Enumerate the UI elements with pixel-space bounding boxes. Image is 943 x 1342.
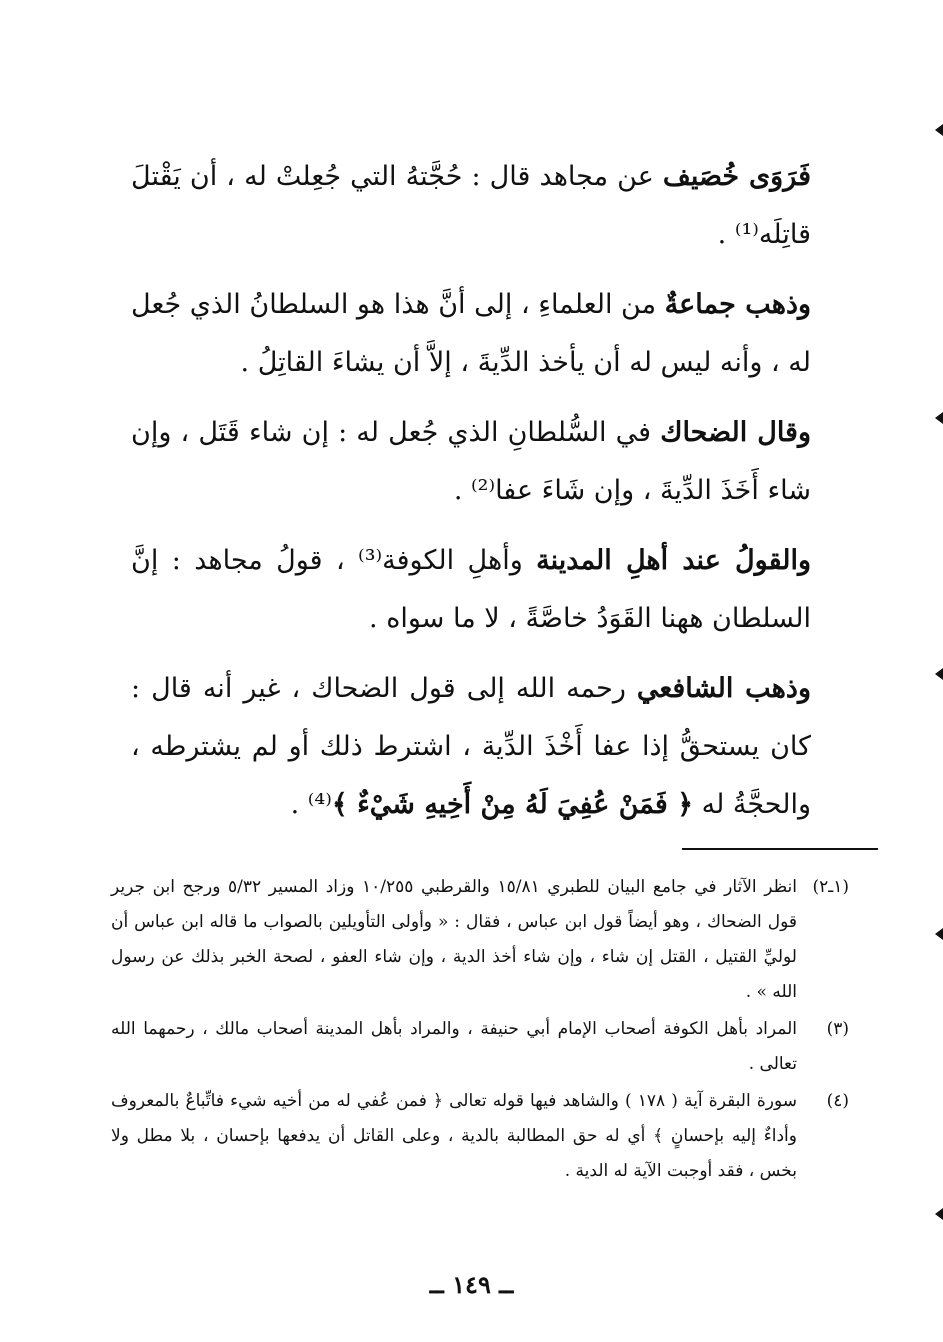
footnote-separator (682, 848, 878, 850)
paragraph-tail: ⁽⁴⁾ . (290, 789, 332, 820)
quran-verse: ﴿ فَمَنْ عُفِيَ لَهُ مِنْ أَخِيهِ شَيْءٌ ﴾ (331, 789, 694, 820)
paragraph-text: عن مجاهد قال : حُجَّتهُ التي جُعِلتْ له ، أن يَقْتلَ قاتِلَه⁽¹⁾ . (131, 161, 811, 250)
footnote-number: (١ـ٢) (812, 877, 849, 897)
footnote-1-2 (111, 870, 849, 1010)
margin-mark-5 (935, 1208, 943, 1220)
paragraph-lead: وقال الضحاك (660, 417, 811, 448)
footnote-4 (111, 1084, 849, 1189)
paragraph-3 (131, 404, 811, 520)
paragraph-lead: وذهب الشافعي (636, 673, 811, 704)
footnotes (111, 870, 849, 1189)
paragraph-lead: والقولُ عند أهلِ المدينة (536, 545, 812, 576)
paragraph-text: في السُّلطانِ الذي جُعل له : إن شاء قَتَل ، وإن شاء أَخَذَ الدِّيةَ ، وإن شَاءَ عفا⁽²⁾ . (131, 417, 811, 506)
paragraph-4 (131, 532, 811, 648)
footnote-number: (٣) (826, 1019, 849, 1039)
footnote-text: المراد بأهل الكوفة أصحاب الإمام أبي حنيفة ، والمراد بأهل المدينة أصحاب مالك ، رحمهما الله تعالى . (111, 1019, 797, 1074)
margin-mark-4 (935, 928, 943, 940)
paragraph-text: رحمه الله إلى قول الضحاك ، غير أنه قال : كان يستحقُّ إذا عفا أَخْذَ الدِّية ، اشترط ذلك أو لم يشترطه ، والحجَّةُ له (131, 673, 811, 820)
footnote-3 (111, 1012, 849, 1082)
footnote-text: سورة البقرة آية ( ١٧٨ ) والشاهد فيها قوله تعالى ﴿ فمن عُفي له من أخيه شيء فاتِّباعٌ بالمعروف وأداءٌ إليه بإحسانٍ ﴾ أي له حق المطالبة بالدية ، وعلى القاتل أن يدفعها بإحسان ، بلا مطل ولا بخس ، فقد أوجبت الآية له الدية . (111, 1091, 797, 1181)
main-text (131, 148, 811, 834)
margin-mark-3 (935, 668, 943, 680)
margin-mark-2 (935, 412, 943, 424)
paragraph-1 (131, 148, 811, 264)
paragraph-text: من العلماءِ ، إلى أنَّ هذا هو السلطانُ الذي جُعل له ، وأنه ليس له أن يأخذ الدِّيةَ ، إلاَّ أن يشاءَ القاتِلُ . (131, 289, 811, 378)
margin-mark-1 (935, 124, 943, 136)
paragraph-text: وأهلِ الكوفة⁽³⁾ ، قولُ مجاهد : إنَّ السلطان ههنا القَوَدُ خاصَّةً ، لا ما سواه . (131, 545, 811, 634)
paragraph-lead: فَرَوَى خُصَيف (662, 161, 812, 192)
paragraph-lead: وذهب جماعةٌ (664, 289, 812, 320)
page-number: ــ ١٤٩ ــ (429, 1270, 514, 1299)
paragraph-2 (131, 276, 811, 392)
footnote-text: انظر الآثار في جامع البيان للطبري ١٥/٨١ والقرطبي ١٠/٢٥٥ وزاد المسير ٥/٣٢ ورجح ابن جرير قول الضحاك ، وهو أيضاً قول ابن عباس ، فقال : « وأولى التأويلين بالصواب ما قاله ابن عباس أن لوليِّ القتيل ، القتل إن شاء ، وإن شاء أخذ الدية ، وإن شاء العفو ، لصحة الخبر بذلك عن رسول الله » . (111, 877, 797, 1002)
paragraph-5 (131, 660, 811, 834)
footnote-number: (٤) (826, 1091, 849, 1111)
